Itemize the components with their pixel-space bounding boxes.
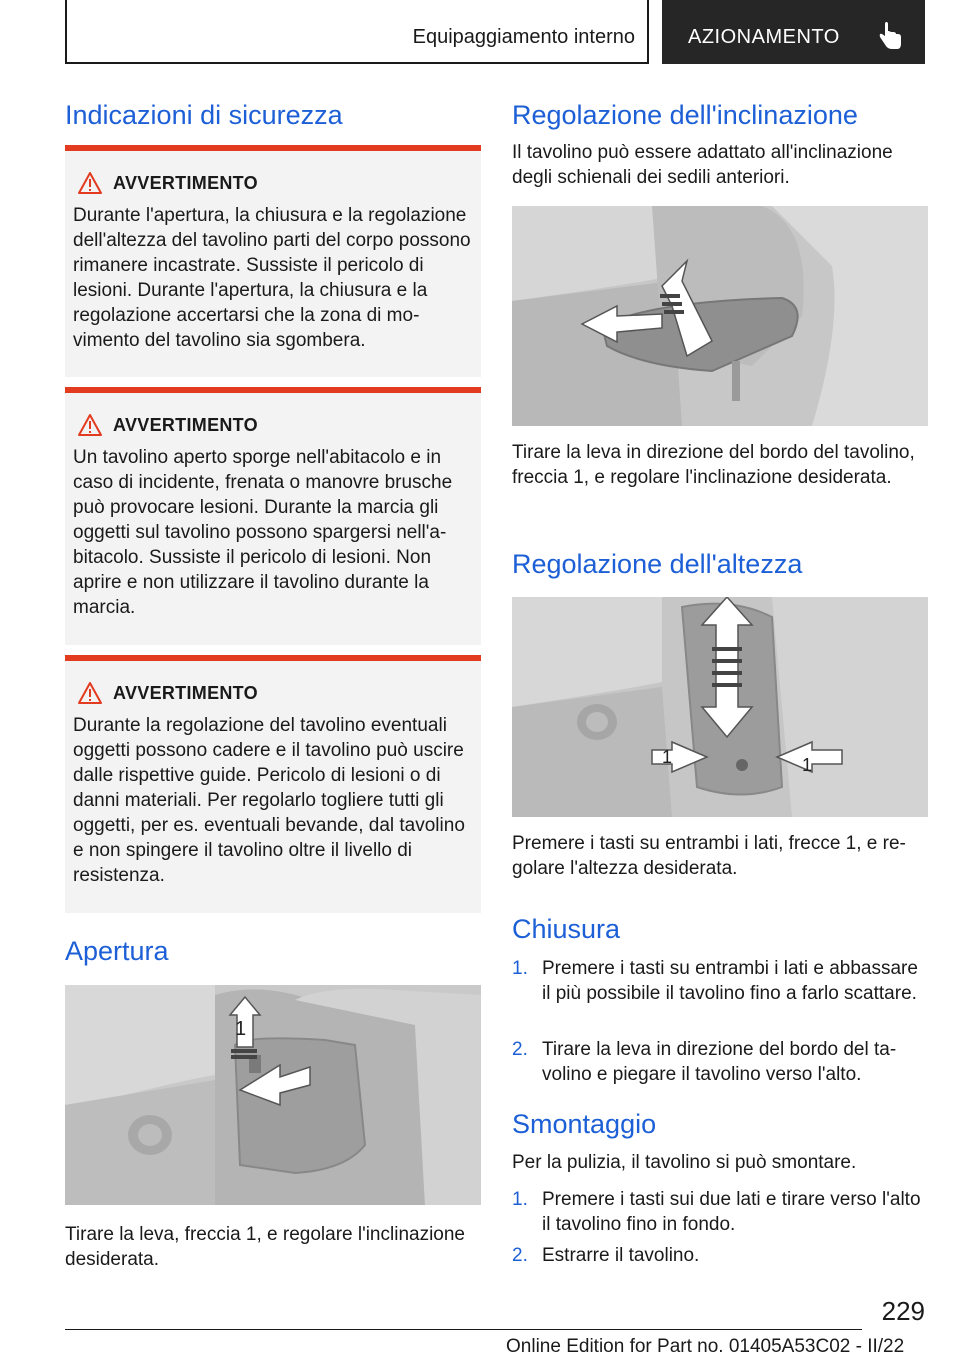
step-text: Tirare la leva in direzione del bordo del tavolino e piegare il tavolino verso l'alto.: [542, 1039, 897, 1085]
hand-pointer-icon: [876, 22, 906, 52]
opening-heading: Apertura: [65, 936, 169, 966]
warning-box: [65, 655, 481, 913]
height-photo: [512, 597, 928, 817]
step-text: Premere i tasti sui due lati e tirare verso l'alto il tavolino fino in fondo.: [542, 1189, 921, 1235]
step-number: 2.: [512, 1039, 528, 1060]
tray-height-illustration: [512, 597, 928, 817]
step-text: Estrarre il tavolino.: [542, 1245, 700, 1266]
warning-title: AVVERTIMENTO: [113, 683, 258, 703]
removal-intro: Per la pulizia, il tavolino si può smontare.: [512, 1152, 857, 1173]
chapter-title: AZIONAMENTO: [688, 26, 840, 48]
opening-photo: [65, 985, 481, 1205]
closing-heading: Chiusura: [512, 914, 621, 944]
warning-text: Durante l'apertura, la chiusura e la regolazione dell'altezza del tavolino parti del corpo possono rimanere incastrate. Sussiste il pericolo di lesioni. Durante l'apertura, la chiusura e la regolazione accertarsi che la zona di movimento del tavolino sia sgombera.: [73, 205, 471, 351]
height-heading: Regolazione dell'altezza: [512, 549, 803, 579]
safety-heading: Indicazioni di sicurezza: [65, 100, 343, 130]
edition-footer: Online Edition for Part no. 01405A53C02 - II/22: [506, 1336, 905, 1357]
height-caption: Premere i tasti su entrambi i lati, frecce 1, e regolare l'altezza desiderata.: [512, 833, 906, 879]
warning-text: Durante la regolazione del tavolino eventuali oggetti possono cadere e il tavolino può uscire dalle rispettive guide. Pericolo di lesioni o di danni materiali. Per regolarlo togliere tutti gli oggetti, per es. eventuali bevande, dal tavolino e non spingere il tavolino oltre il livello di resistenza.: [73, 715, 465, 886]
removal-heading: Smontaggio: [512, 1109, 657, 1139]
warning-triangle-icon: [77, 171, 103, 195]
warning-box: [65, 145, 481, 377]
step-number: 1.: [512, 958, 528, 979]
step-number: 2.: [512, 1245, 528, 1266]
chapter-tab: [662, 0, 925, 64]
arrow-label-right: 1: [802, 755, 813, 775]
warning-box: [65, 387, 481, 645]
step-text: Premere i tasti su entrambi i lati e abbassare il più possibile il tavolino fino a farlo scattare.: [542, 958, 918, 1004]
tray-tilt-illustration: [512, 206, 928, 426]
step-number: 1.: [512, 1189, 528, 1210]
seat-tray-illustration: [65, 985, 481, 1205]
warning-triangle-icon: [77, 413, 103, 437]
warning-title: AVVERTIMENTO: [113, 173, 258, 193]
section-title: Equipaggiamento interno: [412, 26, 635, 48]
arrow-label-left: 1: [662, 747, 673, 767]
tilt-heading: Regolazione dell'inclinazione: [512, 100, 858, 130]
section-tab: [65, 0, 649, 64]
page-header: [65, 0, 925, 64]
page-number: 229: [881, 1296, 925, 1326]
warning-triangle-icon: [77, 681, 103, 705]
tilt-photo: [512, 206, 928, 426]
tilt-caption: Tirare la leva in direzione del bordo del tavolino, freccia 1, e regolare l'inclinazione desiderata.: [512, 442, 915, 488]
opening-caption: Tirare la leva, freccia 1, e regolare l'inclinazione desiderata.: [65, 1224, 466, 1270]
warning-text: Un tavolino aperto sporge nell'abitacolo e in caso di incidente, frenata o manovre brusche può provocare lesioni. Durante la marcia gli oggetti sul tavolino possono spargersi nell'abitacolo. Sussiste il pericolo di lesioni. Non aprire e non utilizzare il tavolino durante la marcia.: [73, 447, 453, 618]
footer-divider: [65, 1329, 862, 1330]
arrow-label: 1: [235, 1018, 247, 1040]
tilt-intro: Il tavolino può essere adattato all'inclinazione degli schienali dei sedili anteriori.: [512, 142, 893, 188]
warning-title: AVVERTIMENTO: [113, 415, 258, 435]
